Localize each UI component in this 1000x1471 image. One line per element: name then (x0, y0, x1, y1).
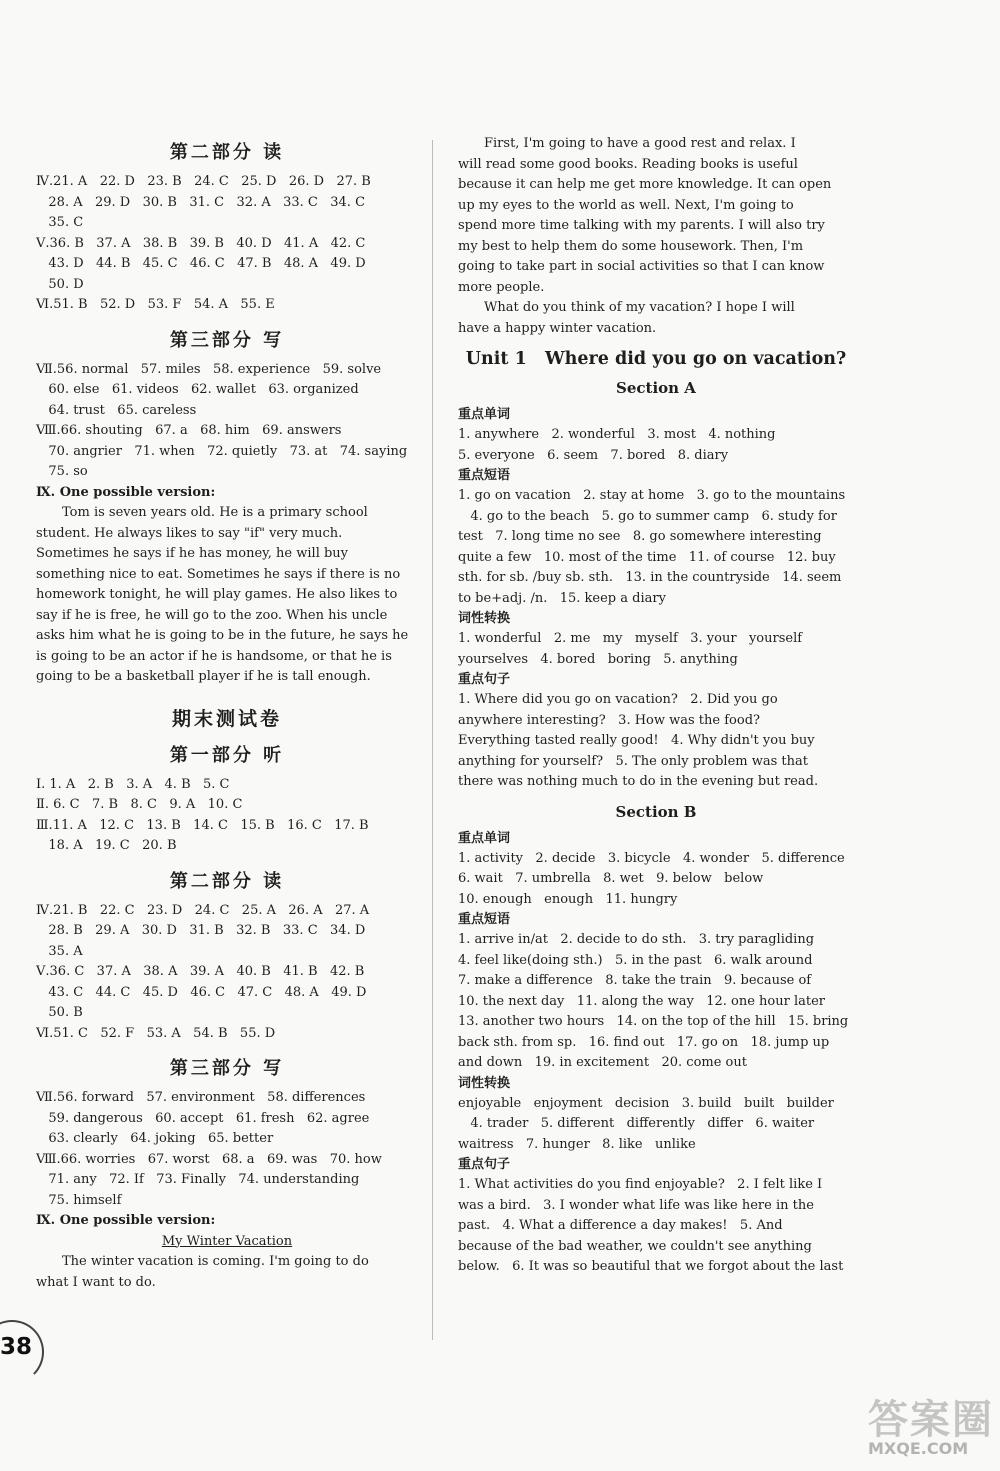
section-b-phrases-label: 重点短语 (458, 912, 511, 927)
essay2-label: Ⅸ. One possible version: (36, 1213, 216, 1228)
answer-line: 1. What activities do you find enjoyable? 2. I felt like I (458, 1177, 823, 1192)
listening-answers (36, 775, 418, 857)
essay-line: something nice to eat. Sometimes he says if there is no (36, 566, 401, 582)
answer-line: Everything tasted really good! 4. Why didn't you buy (458, 733, 815, 748)
writing2-heading: 第三部分 写 (169, 1058, 285, 1079)
essay-label: Ⅸ. One possible version: (36, 484, 216, 500)
answer-line: past. 4. What a difference a day makes! 5. And (458, 1218, 783, 1233)
answer-line: Ⅳ.21. B 22. C 23. D 24. C 25. A 26. A 27. A (36, 902, 370, 918)
answer-line: 4. feel like(doing sth.) 5. in the past 6. walk around (458, 952, 813, 968)
section-a-sentences-label: 重点句子 (458, 672, 511, 687)
left-column (36, 128, 418, 1293)
essay-line: going to take part in social activities so that I can know (458, 259, 825, 274)
answer-line: Ⅷ.66. worries 67. worst 68. a 69. was 70. how (36, 1151, 382, 1167)
answer-line: 43. D 44. B 45. C 46. C 47. B 48. A 49. D (36, 256, 366, 271)
essay-continued (458, 134, 854, 339)
essay-line: my best to help them do some housework. Then, I'm (458, 238, 804, 254)
answer-line: Ⅴ.36. B 37. A 38. B 39. B 40. D 41. A 42. C (36, 235, 366, 251)
answer-line: below. 6. It was so beautiful that we forgot about the last (458, 1259, 844, 1274)
section-a-forms-label: 词性转换 (458, 611, 511, 626)
page-number: 38 (0, 1334, 33, 1360)
answer-line: yourselves 4. bored boring 5. anything (458, 651, 738, 667)
final-exam-title: 期末测试卷 (171, 707, 282, 730)
essay-line: homework tonight, he will play games. He also likes to (36, 587, 398, 602)
essay-line: have a happy winter vacation. (458, 320, 657, 336)
answer-line: 50. B (36, 1005, 83, 1020)
essay-line: Sometimes he says if he has money, he will buy (36, 546, 349, 561)
answer-line: 18. A 19. C 20. B (36, 838, 177, 853)
answer-line: 71. any 72. If 73. Finally 74. understanding (36, 1172, 360, 1187)
answer-line: because of the bad weather, we couldn't see anything (458, 1238, 812, 1254)
answer-line: Ⅱ. 6. C 7. B 8. C 9. A 10. C (36, 797, 243, 812)
section-b (458, 803, 854, 1278)
answer-line: 13. another two hours 14. on the top of the hill 15. bring (458, 1014, 849, 1029)
answer-line: 1. Where did you go on vacation? 2. Did you go (458, 692, 778, 707)
watermark (868, 1388, 994, 1468)
writing-answers (36, 360, 418, 483)
answer-line: 10. the next day 11. along the way 12. one hour later (458, 993, 825, 1009)
answer-line: anywhere interesting? 3. How was the food? (458, 712, 760, 728)
answer-line: back sth. from sp. 16. find out 17. go on 18. jump up (458, 1034, 830, 1050)
answer-line: enjoyable enjoyment decision 3. build built builder (458, 1095, 834, 1111)
section-a-phrases-label: 重点短语 (458, 468, 511, 483)
essay-line: The winter vacation is coming. I'm going to do (62, 1254, 369, 1269)
answer-line: 7. make a difference 8. take the train 9. because of (458, 973, 812, 988)
answer-line: 28. A 29. D 30. B 31. C 32. A 33. C 34. C (36, 194, 366, 210)
section-a-heading: Section A (616, 379, 696, 397)
watermark-logo: 答案圈 (868, 1397, 994, 1443)
column-divider (432, 140, 433, 1340)
essay-line: spend more time talking with my parents. I will also try (458, 218, 825, 233)
answer-line: 50. D (36, 276, 84, 292)
answer-line: 75. so (36, 464, 88, 479)
essay-line: is going to be an actor if he is handsome, or that he is (36, 648, 392, 664)
essay (36, 503, 418, 688)
answer-line: there was nothing much to do in the evening but read. (458, 774, 819, 789)
essay-line: What do you think of my vacation? I hope I will (484, 300, 795, 315)
answer-line: Ⅵ.51. C 52. F 53. A 54. B 55. D (36, 1025, 276, 1041)
section-a-words-label: 重点单词 (458, 407, 511, 422)
essay-line: more people. (458, 279, 545, 295)
answer-line: Ⅶ.56. normal 57. miles 58. experience 59. solve (36, 361, 382, 377)
answer-line: 1. arrive in/at 2. decide to do sth. 3. try paragliding (458, 932, 815, 947)
answer-line: 1. go on vacation 2. stay at home 3. go to the mountains (458, 488, 846, 503)
reading-answers (36, 172, 418, 316)
essay-line: going to be a basketball player if he is tall enough. (36, 669, 371, 684)
answer-line: 63. clearly 64. joking 65. better (36, 1131, 274, 1146)
answer-line: to be+adj. /n. 15. keep a diary (458, 590, 666, 606)
answer-line: Ⅰ. 1. A 2. B 3. A 4. B 5. C (36, 776, 230, 792)
answer-line: waitress 7. hunger 8. like unlike (458, 1136, 696, 1152)
answer-line: test 7. long time no see 8. go somewhere interesting (458, 529, 822, 544)
answer-line: was a bird. 3. I wonder what life was like here in the (458, 1197, 814, 1213)
section-a (458, 379, 854, 793)
answer-line: Ⅴ.36. C 37. A 38. A 39. A 40. B 41. B 42. B (36, 964, 365, 979)
essay-line: asks him what he is going to be in the future, he says he (36, 628, 409, 643)
right-column (458, 128, 854, 1278)
reading2-answers (36, 901, 418, 1045)
essay-line: because it can help me get more knowledge. It can open (458, 177, 832, 192)
reading-heading: 第二部分 读 (169, 142, 285, 163)
answer-line: 1. activity 2. decide 3. bicycle 4. wonder 5. difference (458, 850, 845, 866)
essay2-title (36, 1232, 418, 1253)
section-b-heading: Section B (615, 802, 697, 821)
essay-line: what I want to do. (36, 1274, 156, 1290)
answer-line: Ⅲ.11. A 12. C 13. B 14. C 15. B 16. C 17. B (36, 817, 369, 833)
answer-line: 43. C 44. C 45. D 46. C 47. C 48. A 49. D (36, 984, 367, 1000)
essay-line: up my eyes to the world as well. Next, I'm going to (458, 197, 794, 213)
answer-line: anything for yourself? 5. The only problem was that (458, 753, 808, 769)
writing-heading: 第三部分 写 (169, 329, 285, 351)
answer-line: 70. angrier 71. when 72. quietly 73. at 74. saying (36, 443, 408, 459)
essay-line: First, I'm going to have a good rest and relax. I (484, 136, 796, 151)
answer-line: Ⅷ.66. shouting 67. a 68. him 69. answers (36, 423, 342, 438)
essay-line: Tom is seven years old. He is a primary school (62, 505, 368, 520)
section-b-forms-label: 词性转换 (458, 1075, 511, 1091)
reading2-heading: 第二部分 读 (169, 870, 285, 892)
listening-heading: 第一部分 听 (169, 744, 285, 766)
answer-line: Ⅶ.56. forward 57. environment 58. differences (36, 1090, 366, 1105)
essay-line: will read some good books. Reading books is useful (458, 156, 798, 172)
answer-line: 35. A (36, 943, 83, 959)
answer-line: 1. anywhere 2. wonderful 3. most 4. nothing (458, 427, 776, 442)
answer-line: 5. everyone 6. seem 7. bored 8. diary (458, 447, 729, 463)
answer-line: 4. go to the beach 5. go to summer camp 6. study for (458, 508, 837, 524)
answer-line: 75. himself (36, 1192, 122, 1208)
answer-line: 1. wonderful 2. me my myself 3. your yourself (458, 631, 803, 646)
answer-line: sth. for sb. /buy sb. sth. 13. in the countryside 14. seem (458, 570, 842, 585)
answer-line: 4. trader 5. different differently differ 6. waiter (458, 1116, 815, 1131)
answer-line: 28. B 29. A 30. D 31. B 32. B 33. C 34. D (36, 923, 366, 938)
answer-line: and down 19. in excitement 20. come out (458, 1055, 747, 1070)
answer-line: Ⅳ.21. A 22. D 23. B 24. C 25. D 26. D 27. B (36, 174, 371, 189)
section-b-words-label: 重点单词 (458, 830, 511, 846)
answer-line: 10. enough enough 11. hungry (458, 891, 678, 907)
answer-line: 64. trust 65. careless (36, 402, 197, 418)
writing2-answers (36, 1088, 418, 1211)
watermark-url: MXQE.COM (868, 1439, 969, 1458)
essay2-title-text: My Winter Vacation (161, 1233, 293, 1249)
essay-line: student. He always likes to say "if" very much. (36, 525, 343, 541)
answer-line: 59. dangerous 60. accept 61. fresh 62. agree (36, 1110, 370, 1126)
unit-title: Unit 1 Where did you go on vacation? (465, 349, 847, 369)
answer-line: 6. wait 7. umbrella 8. wet 9. below below (458, 871, 764, 886)
answer-line: 35. C (36, 215, 84, 230)
answer-line: 60. else 61. videos 62. wallet 63. organized (36, 382, 359, 397)
answer-line: quite a few 10. most of the time 11. of course 12. buy (458, 549, 836, 565)
answer-line: Ⅵ.51. B 52. D 53. F 54. A 55. E (36, 297, 275, 312)
section-b-sentences-label: 重点句子 (458, 1157, 511, 1172)
essay-line: say if he is free, he will go to the zoo. When his uncle (36, 607, 388, 623)
